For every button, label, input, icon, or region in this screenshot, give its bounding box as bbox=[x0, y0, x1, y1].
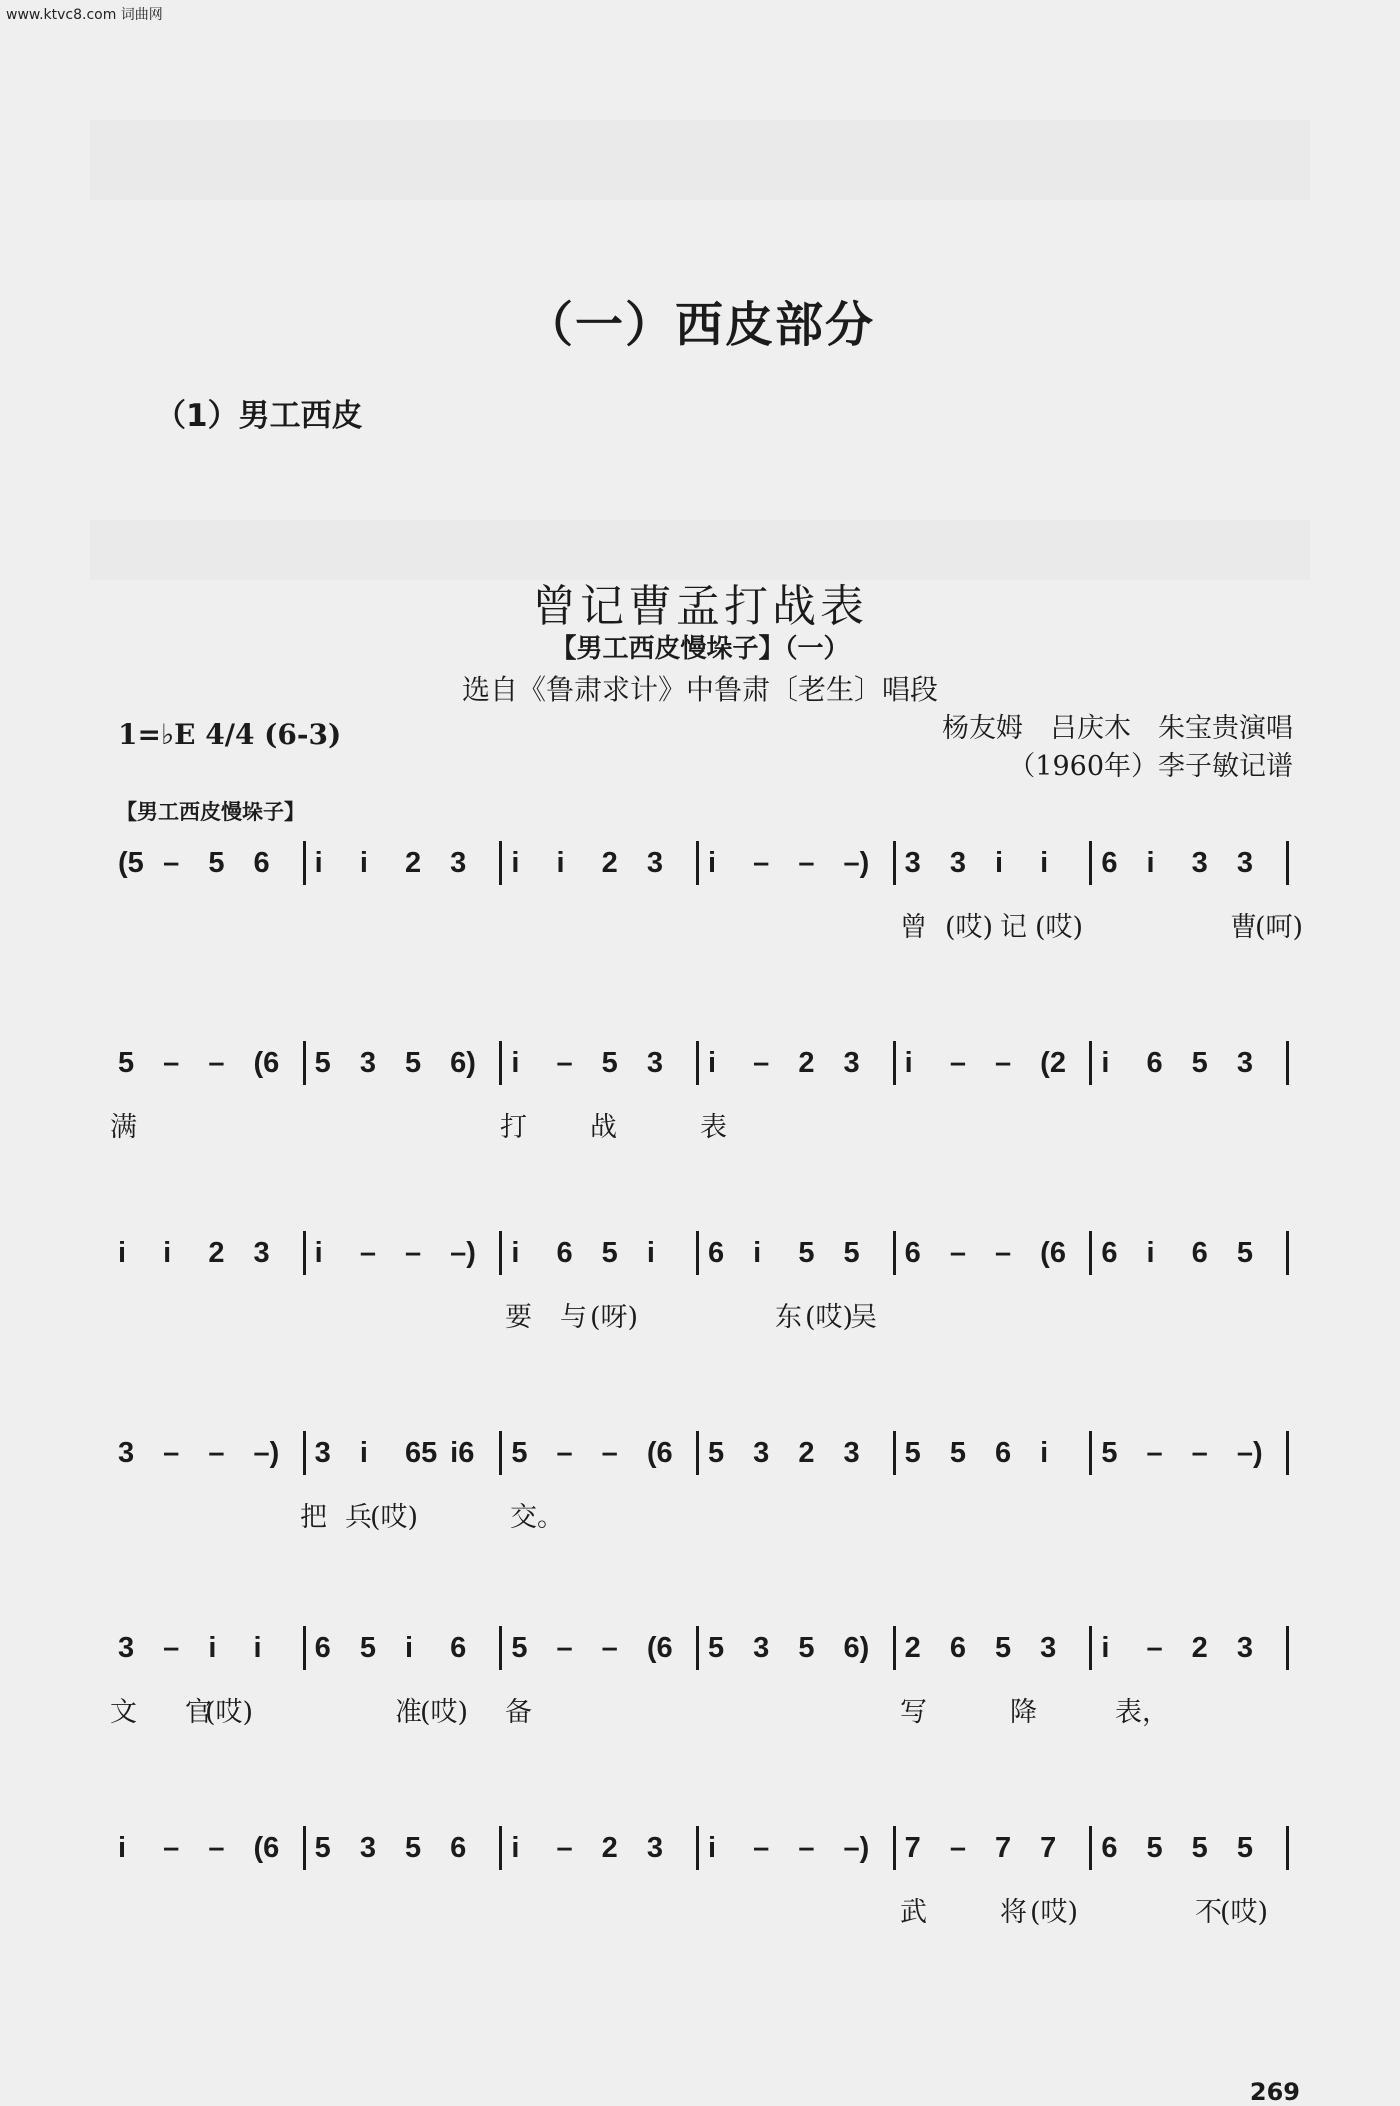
bar-line bbox=[1286, 1626, 1289, 1670]
note: – bbox=[753, 1832, 770, 1864]
note: 5 bbox=[1236, 1832, 1253, 1864]
note: i bbox=[163, 1237, 172, 1269]
note: 5 bbox=[1191, 1047, 1208, 1079]
notation-row bbox=[110, 1035, 1300, 1095]
note: 6 bbox=[1101, 847, 1118, 879]
lyric-syllable: 交。 bbox=[510, 1502, 564, 1533]
note: 3 bbox=[118, 1437, 135, 1469]
note: 6 bbox=[556, 1237, 573, 1269]
notation-row bbox=[110, 1425, 1300, 1485]
note: 65 bbox=[405, 1437, 438, 1469]
note: 2 bbox=[798, 1437, 815, 1469]
lyric-syllable: 表， bbox=[1115, 1697, 1169, 1728]
lyric-syllable: 武 bbox=[900, 1897, 927, 1928]
score-line bbox=[110, 1035, 1300, 1165]
lyric-syllable: (哎) bbox=[420, 1697, 469, 1728]
note: i bbox=[511, 847, 520, 879]
bar-line bbox=[303, 841, 306, 885]
lyric-syllable: (哎) bbox=[1035, 912, 1084, 943]
note: 5 bbox=[118, 1047, 135, 1079]
note: 3 bbox=[1236, 847, 1253, 879]
bar-line bbox=[499, 1431, 502, 1475]
note: 5 bbox=[601, 1047, 618, 1079]
note: – bbox=[995, 1237, 1012, 1269]
note: i bbox=[708, 1832, 717, 1864]
note: – bbox=[949, 1047, 966, 1079]
section-title: （一）西皮部分 bbox=[524, 297, 875, 353]
lyric-syllable: (哎) bbox=[1030, 1897, 1079, 1928]
sub-title: （1）男工西皮 bbox=[155, 398, 363, 434]
bar-line bbox=[1286, 1041, 1289, 1085]
note: 3 bbox=[359, 1047, 376, 1079]
note: –) bbox=[450, 1237, 476, 1269]
note: 5 bbox=[708, 1632, 725, 1664]
note: 6 bbox=[450, 1632, 467, 1664]
lyric-syllable: 兵 bbox=[345, 1502, 372, 1533]
note: – bbox=[753, 1047, 770, 1079]
lyrics-row bbox=[110, 1295, 1300, 1339]
note: – bbox=[1191, 1437, 1208, 1469]
lyric-syllable: 备 bbox=[505, 1697, 532, 1728]
note: – bbox=[601, 1437, 618, 1469]
score-line bbox=[110, 835, 1304, 965]
lyric-syllable: 不 bbox=[1195, 1897, 1222, 1928]
note: i bbox=[1101, 1047, 1110, 1079]
note: 7 bbox=[1040, 1832, 1057, 1864]
lyric-syllable: (哎) bbox=[205, 1697, 254, 1728]
note: i bbox=[753, 1237, 762, 1269]
section-label: 【男工西皮慢垛子】 bbox=[116, 800, 305, 824]
lyric-syllable: 把 bbox=[300, 1502, 327, 1533]
lyric-syllable: 降 bbox=[1010, 1697, 1037, 1728]
note: 2 bbox=[1191, 1632, 1208, 1664]
note: (5 bbox=[118, 847, 144, 879]
note: i bbox=[405, 1632, 414, 1664]
note: –) bbox=[843, 1832, 870, 1864]
note: 3 bbox=[949, 847, 966, 879]
recorder: （1960年）李子敏记谱 bbox=[1008, 751, 1293, 782]
lyric-syllable: 要 bbox=[505, 1302, 532, 1333]
bar-line bbox=[1089, 1041, 1092, 1085]
bar-line bbox=[1286, 841, 1289, 885]
bar-line bbox=[303, 1431, 306, 1475]
bar-line bbox=[893, 1041, 896, 1085]
bar-line bbox=[303, 1231, 306, 1275]
note: – bbox=[949, 1237, 966, 1269]
note: i bbox=[708, 847, 717, 879]
note: 3 bbox=[1191, 847, 1208, 879]
score-line bbox=[110, 1425, 1300, 1555]
lyric-syllable: 文 bbox=[110, 1697, 137, 1728]
bar-line bbox=[893, 1826, 896, 1870]
note: – bbox=[798, 847, 815, 879]
note: 3 bbox=[843, 1047, 860, 1079]
note: i bbox=[118, 1237, 127, 1269]
note: 3 bbox=[646, 1832, 663, 1864]
notation-row bbox=[110, 835, 1300, 895]
note: 5 bbox=[314, 1047, 331, 1079]
key-signature: 1=♭E 4/4 (6-3) bbox=[118, 718, 342, 751]
lyric-syllable: 将 bbox=[1000, 1897, 1027, 1928]
note: 2 bbox=[601, 1832, 618, 1864]
note: 6 bbox=[1191, 1237, 1208, 1269]
note: – bbox=[163, 1437, 180, 1469]
note: 6 bbox=[708, 1237, 725, 1269]
note: 2 bbox=[904, 1632, 921, 1664]
note: (6 bbox=[646, 1437, 673, 1469]
song-subtitle: 【男工西皮慢垛子】（一） bbox=[550, 634, 850, 664]
note: 2 bbox=[601, 847, 618, 879]
note: 5 bbox=[359, 1632, 376, 1664]
note: – bbox=[556, 1632, 573, 1664]
note: 3 bbox=[1236, 1632, 1253, 1664]
note: (6 bbox=[253, 1832, 280, 1864]
lyrics-row bbox=[110, 1690, 1300, 1734]
note: – bbox=[556, 1047, 573, 1079]
note: 3 bbox=[753, 1632, 770, 1664]
note: – bbox=[949, 1832, 966, 1864]
note: i bbox=[556, 847, 565, 879]
note: – bbox=[556, 1832, 573, 1864]
watermark: www.ktvc8.com 词曲网 bbox=[6, 7, 163, 23]
lyric-syllable: 官 bbox=[185, 1697, 212, 1728]
note: i bbox=[253, 1632, 262, 1664]
bar-line bbox=[696, 1231, 699, 1275]
note: i bbox=[1146, 847, 1155, 879]
bar-line bbox=[499, 1626, 502, 1670]
bar-line bbox=[303, 1826, 306, 1870]
lyric-syllable: 曾 bbox=[900, 912, 927, 943]
lyric-syllable: 与 bbox=[560, 1302, 587, 1333]
note: – bbox=[163, 1632, 180, 1664]
bar-line bbox=[499, 841, 502, 885]
notation-row bbox=[110, 1225, 1300, 1285]
bar-line bbox=[499, 1826, 502, 1870]
note: 5 bbox=[1101, 1437, 1118, 1469]
note: 7 bbox=[904, 1832, 921, 1864]
note: i bbox=[314, 847, 323, 879]
bar-line bbox=[696, 841, 699, 885]
note: 5 bbox=[511, 1632, 528, 1664]
note: 5 bbox=[601, 1237, 618, 1269]
note: 6 bbox=[904, 1237, 921, 1269]
note: 6 bbox=[949, 1632, 966, 1664]
note: i bbox=[359, 847, 368, 879]
note: – bbox=[798, 1832, 815, 1864]
note: 3 bbox=[904, 847, 921, 879]
note: 5 bbox=[405, 1047, 422, 1079]
note: – bbox=[359, 1237, 376, 1269]
lyric-syllable: 准 bbox=[395, 1697, 422, 1728]
note: – bbox=[1146, 1437, 1163, 1469]
lyric-syllable: 写 bbox=[900, 1697, 927, 1728]
note: – bbox=[163, 847, 180, 879]
page-number: 269 bbox=[1249, 2078, 1300, 2106]
score-line bbox=[110, 1820, 1300, 1950]
lyric-syllable: 记 bbox=[1000, 912, 1027, 943]
note: – bbox=[208, 1832, 225, 1864]
lyric-syllable: (呀) bbox=[590, 1302, 639, 1333]
note: 6 bbox=[253, 847, 270, 879]
note: –) bbox=[1236, 1437, 1263, 1469]
bar-line bbox=[696, 1041, 699, 1085]
note: (6 bbox=[646, 1632, 673, 1664]
notation-row bbox=[110, 1620, 1300, 1680]
note: 5 bbox=[708, 1437, 725, 1469]
note: i bbox=[708, 1047, 717, 1079]
bar-line bbox=[1089, 1231, 1092, 1275]
note: 3 bbox=[1236, 1047, 1253, 1079]
bleed-through-shade bbox=[90, 120, 1310, 200]
lyric-syllable: 吴 bbox=[850, 1302, 877, 1333]
bar-line bbox=[1089, 1826, 1092, 1870]
note: 6 bbox=[1101, 1832, 1118, 1864]
note: i bbox=[511, 1832, 520, 1864]
note: 7 bbox=[995, 1832, 1012, 1864]
note: i bbox=[1040, 847, 1049, 879]
note: 3 bbox=[753, 1437, 770, 1469]
bar-line bbox=[1089, 1431, 1092, 1475]
note: 5 bbox=[949, 1437, 966, 1469]
note: i bbox=[511, 1237, 520, 1269]
note: – bbox=[405, 1237, 422, 1269]
note: – bbox=[753, 847, 770, 879]
note: 2 bbox=[798, 1047, 815, 1079]
note: i bbox=[995, 847, 1004, 879]
note: (2 bbox=[1040, 1047, 1066, 1079]
note: i bbox=[1101, 1632, 1110, 1664]
lyric-syllable: (哎) bbox=[945, 912, 994, 943]
note: 3 bbox=[359, 1832, 376, 1864]
lyrics-row bbox=[110, 1890, 1300, 1934]
note: 5 bbox=[314, 1832, 331, 1864]
note: 5 bbox=[511, 1437, 528, 1469]
song-source: 选自《鲁肃求计》中鲁肃〔老生〕唱段 bbox=[461, 673, 938, 706]
note: i bbox=[1146, 1237, 1155, 1269]
bar-line bbox=[893, 841, 896, 885]
note: 6 bbox=[450, 1832, 467, 1864]
bar-line bbox=[1089, 1626, 1092, 1670]
note: – bbox=[208, 1437, 225, 1469]
note: 2 bbox=[208, 1237, 225, 1269]
lyric-syllable: 战 bbox=[590, 1112, 617, 1143]
note: 6 bbox=[314, 1632, 331, 1664]
lyric-syllable: 曹 bbox=[1230, 912, 1257, 943]
note: 6 bbox=[1146, 1047, 1163, 1079]
lyric-syllable: 满 bbox=[110, 1112, 137, 1143]
bar-line bbox=[893, 1626, 896, 1670]
note: 5 bbox=[1146, 1832, 1163, 1864]
note: – bbox=[1146, 1632, 1163, 1664]
note: 3 bbox=[118, 1632, 135, 1664]
lyric-syllable: 打 bbox=[500, 1112, 527, 1143]
bar-line bbox=[303, 1626, 306, 1670]
note: i bbox=[904, 1047, 913, 1079]
note: –) bbox=[253, 1437, 280, 1469]
note: 2 bbox=[405, 847, 422, 879]
bar-line bbox=[696, 1826, 699, 1870]
bar-line bbox=[1286, 1431, 1289, 1475]
bar-line bbox=[893, 1431, 896, 1475]
bar-line bbox=[1286, 1826, 1289, 1870]
note: 6 bbox=[1101, 1237, 1118, 1269]
note: i bbox=[511, 1047, 520, 1079]
bar-line bbox=[1286, 1231, 1289, 1275]
note: – bbox=[163, 1047, 180, 1079]
note: (6 bbox=[1040, 1237, 1066, 1269]
note: i bbox=[118, 1832, 127, 1864]
note: 5 bbox=[995, 1632, 1012, 1664]
note: – bbox=[556, 1437, 573, 1469]
lyric-syllable: 东 bbox=[775, 1302, 802, 1333]
note: i bbox=[1040, 1437, 1049, 1469]
note: 3 bbox=[646, 1047, 663, 1079]
note: 5 bbox=[798, 1632, 815, 1664]
note: 5 bbox=[904, 1437, 921, 1469]
bar-line bbox=[499, 1041, 502, 1085]
note: i bbox=[314, 1237, 323, 1269]
notation-row bbox=[110, 1820, 1300, 1880]
note: 5 bbox=[208, 847, 225, 879]
score-line bbox=[110, 1620, 1300, 1750]
note: – bbox=[995, 1047, 1012, 1079]
note: 3 bbox=[646, 847, 663, 879]
note: 3 bbox=[450, 847, 467, 879]
bar-line bbox=[696, 1431, 699, 1475]
note: 5 bbox=[843, 1237, 860, 1269]
lyric-syllable: (哎) bbox=[1220, 1897, 1269, 1928]
note: 3 bbox=[253, 1237, 270, 1269]
bar-line bbox=[1089, 841, 1092, 885]
note: –) bbox=[843, 847, 870, 879]
credits bbox=[942, 710, 1293, 786]
note: 3 bbox=[843, 1437, 860, 1469]
note: i bbox=[646, 1237, 655, 1269]
bar-line bbox=[303, 1041, 306, 1085]
note: 5 bbox=[405, 1832, 422, 1864]
song-title: 曾记曹孟打战表 bbox=[532, 581, 868, 632]
bar-line bbox=[696, 1626, 699, 1670]
note: 6 bbox=[995, 1437, 1012, 1469]
bar-line bbox=[499, 1231, 502, 1275]
note: 6) bbox=[450, 1047, 476, 1079]
note: (6 bbox=[253, 1047, 280, 1079]
note: – bbox=[208, 1047, 225, 1079]
score-line bbox=[110, 1225, 1300, 1355]
note: 3 bbox=[1040, 1632, 1057, 1664]
lyric-syllable: 表 bbox=[700, 1112, 727, 1143]
note: 5 bbox=[798, 1237, 815, 1269]
lyrics-row bbox=[110, 905, 1304, 949]
bar-line bbox=[893, 1231, 896, 1275]
lyrics-row bbox=[110, 1495, 1300, 1539]
note: 3 bbox=[314, 1437, 331, 1469]
note: – bbox=[163, 1832, 180, 1864]
note: 6) bbox=[843, 1632, 870, 1664]
note: 5 bbox=[1191, 1832, 1208, 1864]
note: i bbox=[208, 1632, 217, 1664]
performers: 杨友姆 吕庆木 朱宝贵演唱 bbox=[942, 713, 1293, 744]
note: i6 bbox=[450, 1437, 475, 1469]
lyric-syllable: (呵) bbox=[1255, 912, 1304, 943]
lyrics-row bbox=[110, 1105, 1300, 1149]
lyric-syllable: (哎) bbox=[370, 1502, 419, 1533]
note: i bbox=[359, 1437, 368, 1469]
lyric-syllable: (哎) bbox=[805, 1302, 854, 1333]
note: – bbox=[601, 1632, 618, 1664]
note: 5 bbox=[1236, 1237, 1253, 1269]
